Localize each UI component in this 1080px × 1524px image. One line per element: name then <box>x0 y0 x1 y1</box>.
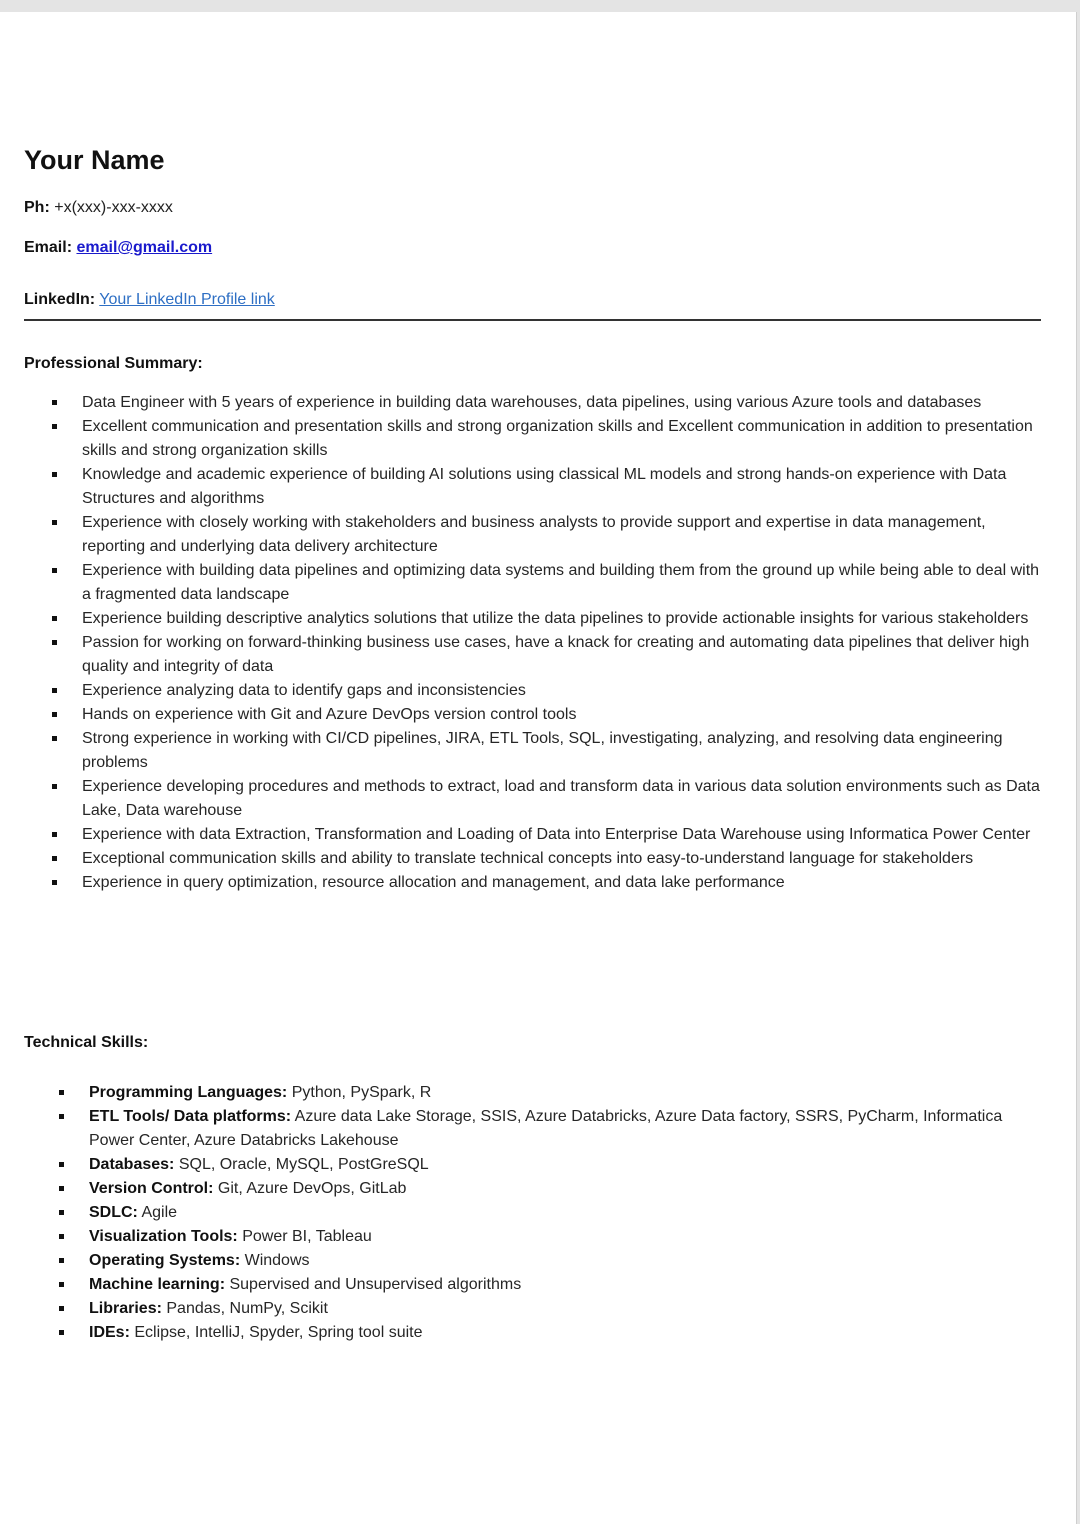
skill-label: Databases: <box>89 1156 175 1173</box>
summary-item: Data Engineer with 5 years of experience in building data warehouses, data pipelines, using various Azure tools and databases <box>24 391 1052 415</box>
skill-value: Windows <box>240 1252 310 1269</box>
skill-value: Supervised and Unsupervised algorithms <box>225 1276 522 1293</box>
summary-item: Experience in query optimization, resource allocation and management, and data lake performance <box>24 871 1052 895</box>
skill-label: Operating Systems: <box>89 1252 241 1269</box>
skill-item <box>24 1201 1024 1225</box>
phone-value: +x(xxx)-xxx-xxxx <box>54 199 173 216</box>
skill-label: Machine learning: <box>89 1276 226 1293</box>
summary-item: Passion for working on forward-thinking business use cases, have a knack for creating and automating data pipelines that deliver high quality and integrity of data <box>24 631 1052 679</box>
skill-value: Agile <box>137 1204 178 1221</box>
skill-value: Git, Azure DevOps, GitLab <box>213 1180 407 1197</box>
skill-item <box>24 1249 1024 1273</box>
summary-heading: Professional Summary: <box>24 355 203 372</box>
skill-label: SDLC: <box>89 1204 138 1221</box>
skills-heading: Technical Skills: <box>24 1034 149 1051</box>
document-page <box>0 12 1077 1524</box>
skill-item <box>24 1153 1024 1177</box>
email-line <box>24 239 212 257</box>
skill-item <box>24 1105 1024 1153</box>
skill-value: Eclipse, IntelliJ, Spyder, Spring tool suite <box>129 1324 423 1341</box>
skill-label: Visualization Tools: <box>89 1228 238 1245</box>
linkedin-label: LinkedIn: <box>24 291 96 308</box>
skill-label: ETL Tools/ Data platforms: <box>89 1108 292 1125</box>
skill-item <box>24 1273 1024 1297</box>
skill-item <box>24 1297 1024 1321</box>
skill-value: Python, PySpark, R <box>287 1084 432 1101</box>
summary-item: Experience with data Extraction, Transformation and Loading of Data into Enterprise Data Warehouse using Informatica Power Center <box>24 823 1052 847</box>
skill-value: Pandas, NumPy, Scikit <box>161 1300 328 1317</box>
summary-item: Experience with closely working with stakeholders and business analysts to provide support and expertise in data management, reporting and underlying data delivery architecture <box>24 511 1052 559</box>
skill-label: Libraries: <box>89 1300 162 1317</box>
summary-item: Experience building descriptive analytics solutions that utilize the data pipelines to provide actionable insights for various stakeholders <box>24 607 1052 631</box>
skills-list <box>24 1081 1024 1345</box>
skill-item <box>24 1177 1024 1201</box>
summary-item: Hands on experience with Git and Azure DevOps version control tools <box>24 703 1052 727</box>
summary-item: Experience analyzing data to identify gaps and inconsistencies <box>24 679 1052 703</box>
skill-value: Azure data Lake Storage, SSIS, Azure Databricks, Azure Data factory, SSRS, PyCharm, Informatica Power Center, Azure Databricks Lakehouse <box>89 1108 1003 1149</box>
skill-item <box>24 1081 1024 1105</box>
skill-label: IDEs: <box>89 1324 130 1341</box>
skill-value: SQL, Oracle, MySQL, PostGreSQL <box>174 1156 429 1173</box>
skill-item <box>24 1321 1024 1345</box>
phone-line <box>24 199 173 217</box>
skill-value: Power BI, Tableau <box>237 1228 372 1245</box>
skill-label: Version Control: <box>89 1180 214 1197</box>
linkedin-link[interactable]: Your LinkedIn Profile link <box>99 291 275 308</box>
summary-item: Excellent communication and presentation skills and strong organization skills and Excellent communication in addition to presentation skills and strong organization skills <box>24 415 1052 463</box>
email-label: Email: <box>24 239 73 256</box>
summary-item: Experience developing procedures and methods to extract, load and transform data in various data solution environments such as Data Lake, Data warehouse <box>24 775 1052 823</box>
summary-list <box>24 391 1052 895</box>
phone-label: Ph: <box>24 199 50 216</box>
summary-item: Knowledge and academic experience of building AI solutions using classical ML models and strong hands-on experience with Data Structures and algorithms <box>24 463 1052 511</box>
skill-item <box>24 1225 1024 1249</box>
skill-label: Programming Languages: <box>89 1084 288 1101</box>
email-link[interactable]: email@gmail.com <box>76 239 213 256</box>
header-divider <box>24 319 1041 321</box>
resume-name: Your Name <box>24 145 165 175</box>
summary-item: Exceptional communication skills and ability to translate technical concepts into easy-to-understand language for stakeholders <box>24 847 1052 871</box>
linkedin-line <box>24 291 275 309</box>
summary-item: Experience with building data pipelines and optimizing data systems and building them from the ground up while being able to deal with a fragmented data landscape <box>24 559 1052 607</box>
summary-item: Strong experience in working with CI/CD pipelines, JIRA, ETL Tools, SQL, investigating, analyzing, and resolving data engineering problems <box>24 727 1052 775</box>
